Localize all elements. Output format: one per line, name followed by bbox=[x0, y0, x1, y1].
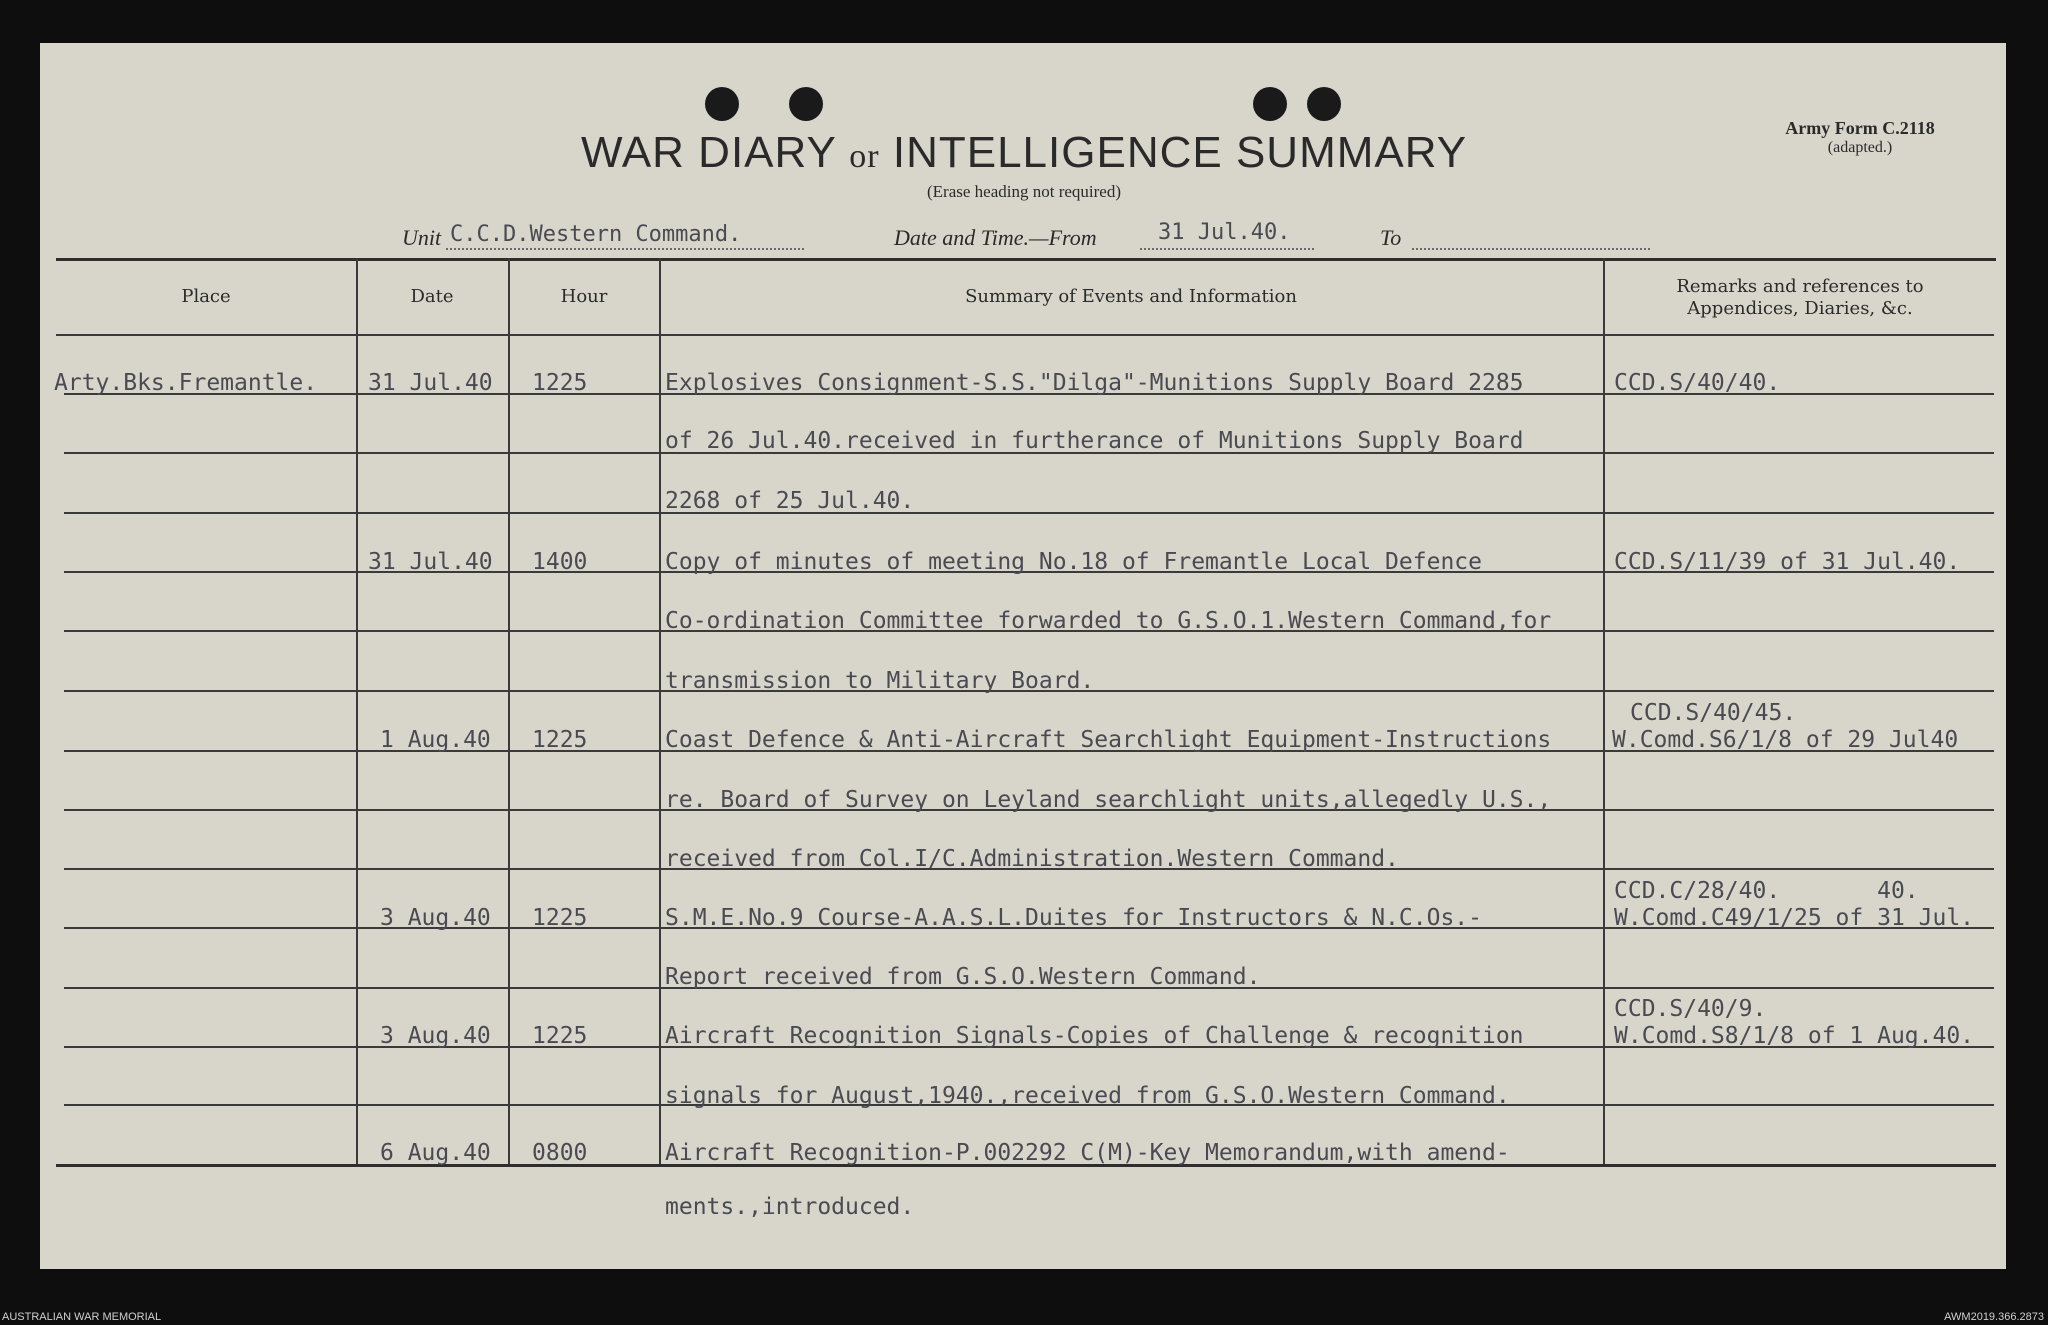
army-form-number: Army Form C.2118 bbox=[1785, 118, 1935, 138]
punch-hole bbox=[789, 87, 823, 121]
entry-line: Report received from G.S.O.Western Command. bbox=[665, 964, 1261, 990]
entry-line: received from Col.I/C.Administration.Western Command. bbox=[665, 846, 1399, 872]
entry-remark: W.Comd.S8/1/8 of 1 Aug.40. bbox=[1614, 1023, 1975, 1049]
unit-dotted-line bbox=[446, 248, 804, 250]
date-time-label: Date and Time.—From bbox=[894, 225, 1097, 250]
entry-remark: W.Comd.C49/1/25 of 31 Jul. bbox=[1614, 905, 1975, 931]
entry-line: 2268 of 25 Jul.40. bbox=[665, 488, 915, 514]
entry-hour: 1225 bbox=[532, 370, 588, 396]
footer-accession-number: AWM2019.366.2873 bbox=[1944, 1311, 2044, 1323]
title-intelligence-summary: INTELLIGENCE SUMMARY bbox=[892, 128, 1468, 177]
entry-line: Coast Defence & Anti-Aircraft Searchlight Equipment-Instructions bbox=[665, 727, 1552, 753]
header-place: Place bbox=[181, 286, 231, 307]
entry-line: Aircraft Recognition Signals-Copies of Challenge & recognition bbox=[665, 1023, 1524, 1049]
header-summary: Summary of Events and Information bbox=[965, 286, 1297, 307]
to-dotted-line bbox=[1412, 248, 1650, 250]
entry-line: ments.,introduced. bbox=[665, 1194, 915, 1220]
entry-line: Aircraft Recognition-P.002292 C(M)-Key Memorandum,with amend- bbox=[665, 1140, 1510, 1166]
table-header-rule bbox=[56, 334, 1994, 336]
entry-line: Co-ordination Committee forwarded to G.S.O.1.Western Command,for bbox=[665, 608, 1552, 634]
header-remarks-line-1: Remarks and references to bbox=[1676, 276, 1924, 297]
header-hour: Hour bbox=[560, 286, 608, 307]
punch-hole bbox=[1307, 87, 1341, 121]
document-subtitle: (Erase heading not required) bbox=[927, 182, 1121, 201]
title-war-diary: WAR DIARY bbox=[580, 128, 837, 177]
header-remarks bbox=[1605, 276, 1995, 320]
entry-line: transmission to Military Board. bbox=[665, 668, 1095, 694]
entry-remark: CCD.S/11/39 of 31 Jul.40. bbox=[1614, 549, 1961, 575]
header-date: Date bbox=[410, 286, 454, 307]
entry-hour: 1400 bbox=[532, 549, 588, 575]
entry-date: 3 Aug.40 bbox=[380, 905, 491, 931]
entry-hour: 0800 bbox=[532, 1140, 588, 1166]
title-or: or bbox=[849, 138, 880, 175]
army-form-label bbox=[1740, 118, 1980, 157]
date-from-value: 31 Jul.40. bbox=[1158, 220, 1291, 245]
punch-hole bbox=[1253, 87, 1287, 121]
date-from-dotted-line bbox=[1140, 248, 1314, 250]
entry-date: 31 Jul.40 bbox=[368, 370, 493, 396]
entry-hour: 1225 bbox=[532, 905, 588, 931]
to-label: To bbox=[1380, 225, 1402, 250]
army-form-adapted: (adapted.) bbox=[1827, 139, 1893, 156]
punch-hole bbox=[705, 87, 739, 121]
entry-date: 6 Aug.40 bbox=[380, 1140, 491, 1166]
entry-remark: CCD.C/28/40. 40. bbox=[1614, 878, 1919, 904]
entry-remark: CCD.S/40/45. bbox=[1630, 700, 1797, 726]
table-top-rule bbox=[56, 258, 1996, 261]
entry-line: Copy of minutes of meeting No.18 of Fremantle Local Defence bbox=[665, 549, 1482, 575]
unit-label: Unit bbox=[402, 225, 442, 250]
entry-line: Explosives Consignment-S.S."Dilga"-Munitions Supply Board 2285 bbox=[665, 370, 1524, 396]
header-remarks-line-2: Appendices, Diaries, &c. bbox=[1687, 298, 1913, 319]
entry-remark: W.Comd.S6/1/8 of 29 Jul40 bbox=[1612, 727, 1959, 753]
entry-line: signals for August,1940.,received from G.S.O.Western Command. bbox=[665, 1083, 1510, 1109]
entry-line: re. Board of Survey on Leyland searchlight units,allegedly U.S., bbox=[665, 787, 1552, 813]
entry-line: S.M.E.No.9 Course-A.A.S.L.Duites for Instructors & N.C.Os.- bbox=[665, 905, 1482, 931]
entry-date: 31 Jul.40 bbox=[368, 549, 493, 575]
entry-remark: CCD.S/40/40. bbox=[1614, 370, 1781, 396]
row-rule bbox=[64, 512, 1994, 514]
unit-value: C.C.D.Western Command. bbox=[450, 222, 742, 247]
place-value: Arty.Bks.Fremantle. bbox=[54, 370, 318, 396]
entry-date: 3 Aug.40 bbox=[380, 1023, 491, 1049]
entry-remark: CCD.S/40/9. bbox=[1614, 996, 1767, 1022]
entry-hour: 1225 bbox=[532, 1023, 588, 1049]
entry-date: 1 Aug.40 bbox=[380, 727, 491, 753]
entry-hour: 1225 bbox=[532, 727, 588, 753]
footer-source: AUSTRALIAN WAR MEMORIAL bbox=[2, 1311, 162, 1323]
entry-line: of 26 Jul.40.received in furtherance of Munitions Supply Board bbox=[665, 428, 1524, 454]
